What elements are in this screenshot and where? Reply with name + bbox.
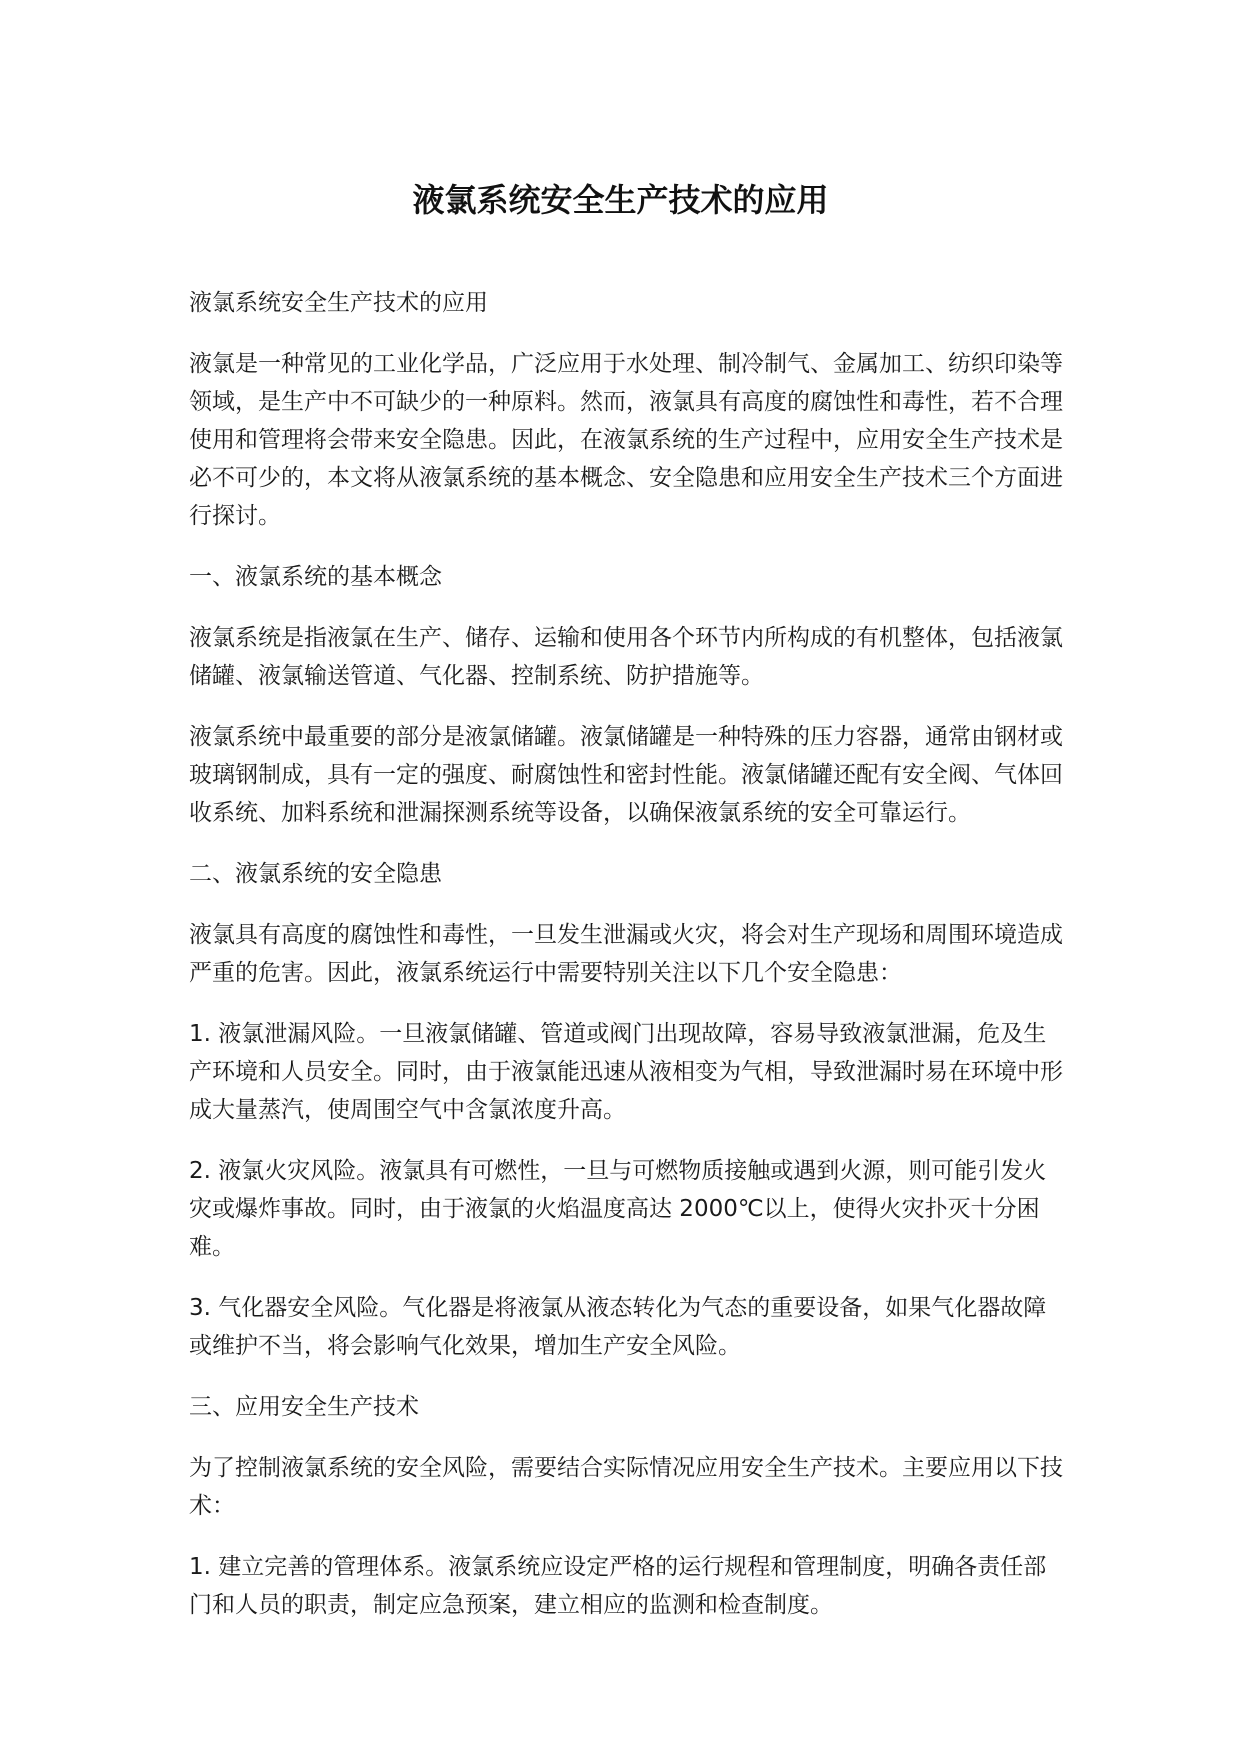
section-heading-3: 三、应用安全生产技术 [189, 1394, 419, 1420]
paragraph: 液氯系统是指液氯在生产、储存、运输和使用各个环节内所构成的有机整体，包括液氯储罐、液氯输送管道、气化器、控制系统、防护措施等。 [189, 625, 1063, 689]
section-heading-1: 一、液氯系统的基本概念 [189, 564, 442, 590]
document-title: 液氯系统安全生产技术的应用 [412, 181, 829, 219]
list-item: 1. 建立完善的管理体系。液氯系统应设定严格的运行规程和管理制度，明确各责任部门和人员的职责，制定应急预案，建立相应的监测和检查制度。 [189, 1554, 1047, 1618]
subtitle-heading: 液氯系统安全生产技术的应用 [189, 290, 488, 316]
paragraph: 为了控制液氯系统的安全风险，需要结合实际情况应用安全生产技术。主要应用以下技术： [189, 1455, 1063, 1519]
list-item: 1. 液氯泄漏风险。一旦液氯储罐、管道或阀门出现故障，容易导致液氯泄漏，危及生产环境和人员安全。同时，由于液氯能迅速从液相变为气相，导致泄漏时易在环境中形成大量蒸汽，使周围空气中含氯浓度升高。 [189, 1021, 1063, 1123]
section-heading-2: 二、液氯系统的安全隐患 [189, 861, 442, 887]
paragraph: 液氯具有高度的腐蚀性和毒性，一旦发生泄漏或火灾，将会对生产现场和周围环境造成严重的危害。因此，液氯系统运行中需要特别关注以下几个安全隐患： [189, 922, 1063, 986]
intro-paragraph: 液氯是一种常见的工业化学品，广泛应用于水处理、制冷制气、金属加工、纺织印染等领域，是生产中不可缺少的一种原料。然而，液氯具有高度的腐蚀性和毒性，若不合理使用和管理将会带来安全隐患。因此，在液氯系统的生产过程中，应用安全生产技术是必不可少的，本文将从液氯系统的基本概念、安全隐患和应用安全生产技术三个方面进行探讨。 [189, 351, 1063, 529]
paragraph: 液氯系统中最重要的部分是液氯储罐。液氯储罐是一种特殊的压力容器，通常由钢材或玻璃钢制成，具有一定的强度、耐腐蚀性和密封性能。液氯储罐还配有安全阀、气体回收系统、加料系统和泄漏探测系统等设备，以确保液氯系统的安全可靠运行。 [189, 724, 1063, 826]
list-item: 3. 气化器安全风险。气化器是将液氯从液态转化为气态的重要设备，如果气化器故障或维护不当，将会影响气化效果，增加生产安全风险。 [189, 1295, 1047, 1359]
list-item: 2. 液氯火灾风险。液氯具有可燃性，一旦与可燃物质接触或遇到火源，则可能引发火灾或爆炸事故。同时，由于液氯的火焰温度高达 2000℃以上，使得火灾扑灭十分困难。 [189, 1158, 1047, 1260]
document-body [189, 284, 1069, 1647]
